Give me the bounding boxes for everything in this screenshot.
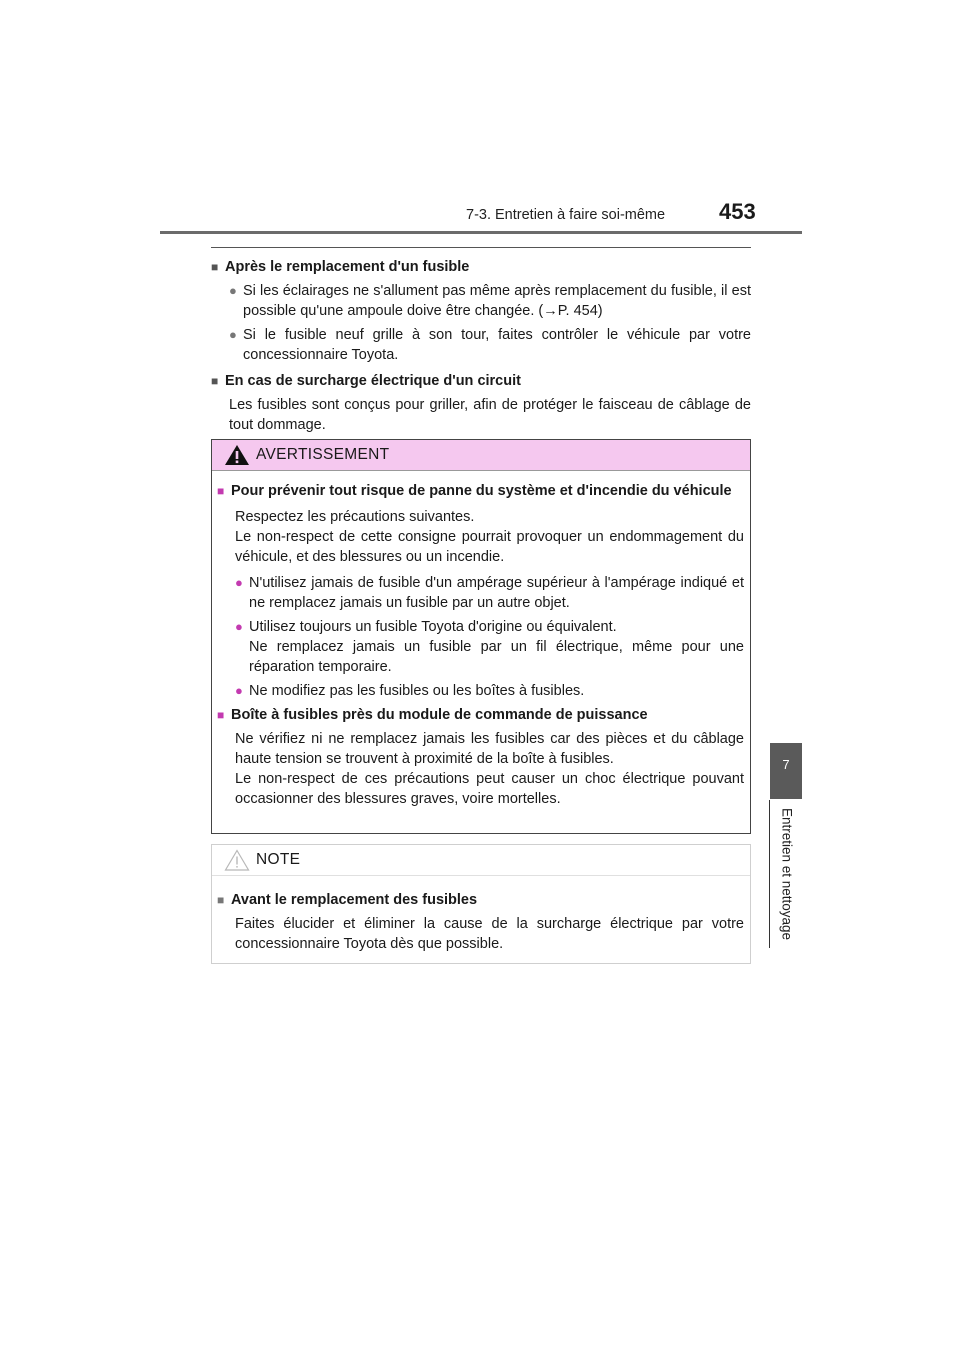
- square-bullet-icon: ■: [211, 260, 219, 274]
- header-divider: [160, 231, 802, 234]
- content-divider: [211, 247, 751, 248]
- main-content: [211, 257, 751, 435]
- note-title: NOTE: [256, 851, 301, 868]
- warning-text: Le non-respect de ces précautions peut causer un choc électrique pouvant occasionner des blessures graves, voire mortelles.: [235, 771, 744, 807]
- square-bullet-icon: ■: [217, 484, 225, 498]
- list-item: ● Utilisez toujours un fusible Toyota d'origine ou équivalent. Ne remplacez jamais un fusible par un fil électrique, même pour une réparation temporaire.: [235, 619, 744, 675]
- square-bullet-icon: ■: [217, 708, 225, 722]
- warning-text: Ne vérifiez ni ne remplacez jamais les fusibles car des pièces et du câblage haute tension se trouvent à proximité de la boîte à fusibles.: [235, 731, 744, 767]
- warning-heading: ■ Boîte à fusibles près du module de commande de puissance: [217, 707, 648, 723]
- warning-text: Respectez les précautions suivantes.: [235, 509, 475, 525]
- list-item: ● Ne modifiez pas les fusibles ou les boîtes à fusibles.: [235, 683, 585, 699]
- round-bullet-icon: ●: [229, 283, 237, 298]
- chapter-number: 7: [782, 757, 790, 772]
- warning-body: [212, 471, 750, 809]
- caution-triangle-icon: [224, 849, 250, 871]
- section-title: 7-3. Entretien à faire soi-même: [466, 207, 666, 223]
- list-item: ● Si le fusible neuf grille à son tour, faites contrôler le véhicule par votre concessionnaire Toyota.: [229, 327, 751, 363]
- chapter-title: Entretien et nettoyage: [779, 807, 795, 941]
- note-text: Faites élucider et éliminer la cause de la surcharge électrique par votre concessionnaire Toyota dès que possible.: [235, 916, 744, 952]
- chapter-rule: [769, 800, 770, 948]
- warning-text: Le non-respect de cette consigne pourrait provoquer un endommagement du véhicule, et des blessures ou un incendie.: [235, 529, 744, 565]
- round-bullet-icon: ●: [235, 619, 243, 634]
- section-heading: ■ Après le remplacement d'un fusible: [211, 259, 470, 275]
- note-box: [211, 844, 751, 964]
- round-bullet-icon: ●: [235, 575, 243, 590]
- square-bullet-icon: ■: [217, 893, 225, 907]
- page-number: 453: [719, 199, 756, 224]
- list-item: ● N'utilisez jamais de fusible d'un ampérage supérieur à l'ampérage indiqué et ne remplacez jamais un fusible par un autre objet.: [235, 575, 744, 611]
- warning-header: [212, 440, 750, 471]
- section-text: Les fusibles sont conçus pour griller, afin de protéger le faisceau de câblage de tout dommage.: [229, 397, 751, 433]
- section-heading: ■ En cas de surcharge électrique d'un circuit: [211, 373, 521, 389]
- warning-box: [211, 439, 751, 834]
- note-heading: ■ Avant le remplacement des fusibles: [217, 892, 478, 908]
- warning-triangle-icon: [224, 444, 250, 466]
- note-body: [212, 876, 750, 954]
- note-header: [212, 845, 750, 876]
- warning-title: AVERTISSEMENT: [256, 446, 390, 463]
- round-bullet-icon: ●: [235, 683, 243, 698]
- warning-heading: ■ Pour prévenir tout risque de panne du système et d'incendie du véhicule: [217, 483, 732, 499]
- list-item: ● Si les éclairages ne s'allument pas même après remplacement du fusible, il est possible qu'une ampoule doive être changée. (→P. 454): [229, 283, 751, 319]
- square-bullet-icon: ■: [211, 374, 219, 388]
- round-bullet-icon: ●: [229, 327, 237, 342]
